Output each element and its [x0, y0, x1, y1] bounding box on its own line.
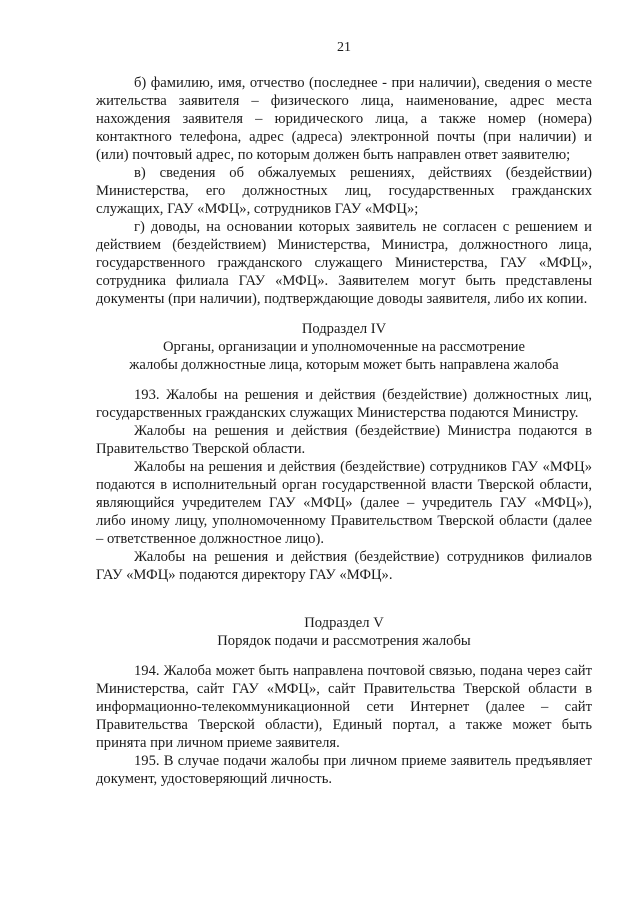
section-5-label: Подраздел V [304, 615, 384, 631]
paragraph-b: б) фамилию, имя, отчество (последнее - при наличии), сведения о месте жительства заявителя – физического лица, наименование, адрес места нахождения заявителя – юридического лица, а также номер (номера) контактного телефона, адрес (адреса) электронной почты (при наличии) и (или) почтовый адрес, по которым должен быть направлен ответ заявителю; [96, 75, 592, 163]
paragraph-193: 193. Жалобы на решения и действия (бездействие) должностных лиц, государственных гражданских служащих Министерства подаются Министру. [96, 387, 592, 421]
paragraph-minister-complaints: Жалобы на решения и действия (бездействие) Министра подаются в Правительство Тверской области. [96, 423, 592, 457]
section-4-title-line-2: жалобы должностные лица, которым может быть направлена жалоба [129, 357, 559, 373]
paragraph-195: 195. В случае подачи жалобы при личном приеме заявитель предъявляет документ, удостоверяющий личность. [96, 753, 592, 787]
paragraph-branch-staff-complaints: Жалобы на решения и действия (бездействие) сотрудников филиалов ГАУ «МФЦ» подаются директору ГАУ «МФЦ». [96, 549, 592, 583]
paragraph-194: 194. Жалоба может быть направлена почтовой связью, подана через сайт Министерства, сайт ГАУ «МФЦ», сайт Правительства Тверской области в информационно-телекоммуникационной сети Интернет (далее – сайт Правительства Тверской области), Единый портал, а также может быть принята при личном приеме заявителя. [96, 663, 592, 751]
section-4-label: Подраздел IV [301, 321, 387, 337]
paragraph-mfc-staff-complaints: Жалобы на решения и действия (бездействие) сотрудников ГАУ «МФЦ» подаются в исполнительный орган государственной власти Тверской области, являющийся учредителем ГАУ «МФЦ» (далее – учредитель ГАУ «МФЦ»), либо иному лицу, уполномоченному Правительством Тверской области (далее – ответственное должностное лицо). [96, 459, 592, 547]
section-5-title: Порядок подачи и рассмотрения жалобы [217, 633, 471, 649]
paragraph-g: г) доводы, на основании которых заявитель не согласен с решением и действием (бездействием) Министерства, Министра, должностного лица, государственного гражданского служащего Министерства, ГАУ «МФЦ», сотрудника филиала ГАУ «МФЦ». Заявителем могут быть представлены документы (при наличии), подтверждающие доводы заявителя, либо их копии. [96, 219, 592, 307]
section-4-title-line-1: Органы, организации и уполномоченные на рассмотрение [163, 339, 525, 355]
paragraph-v: в) сведения об обжалуемых решениях, действиях (бездействии) Министерства, его должностных лиц, государственных гражданских служащих, ГАУ «МФЦ», сотрудников ГАУ «МФЦ»; [96, 165, 592, 217]
page-number: 21 [337, 40, 351, 55]
